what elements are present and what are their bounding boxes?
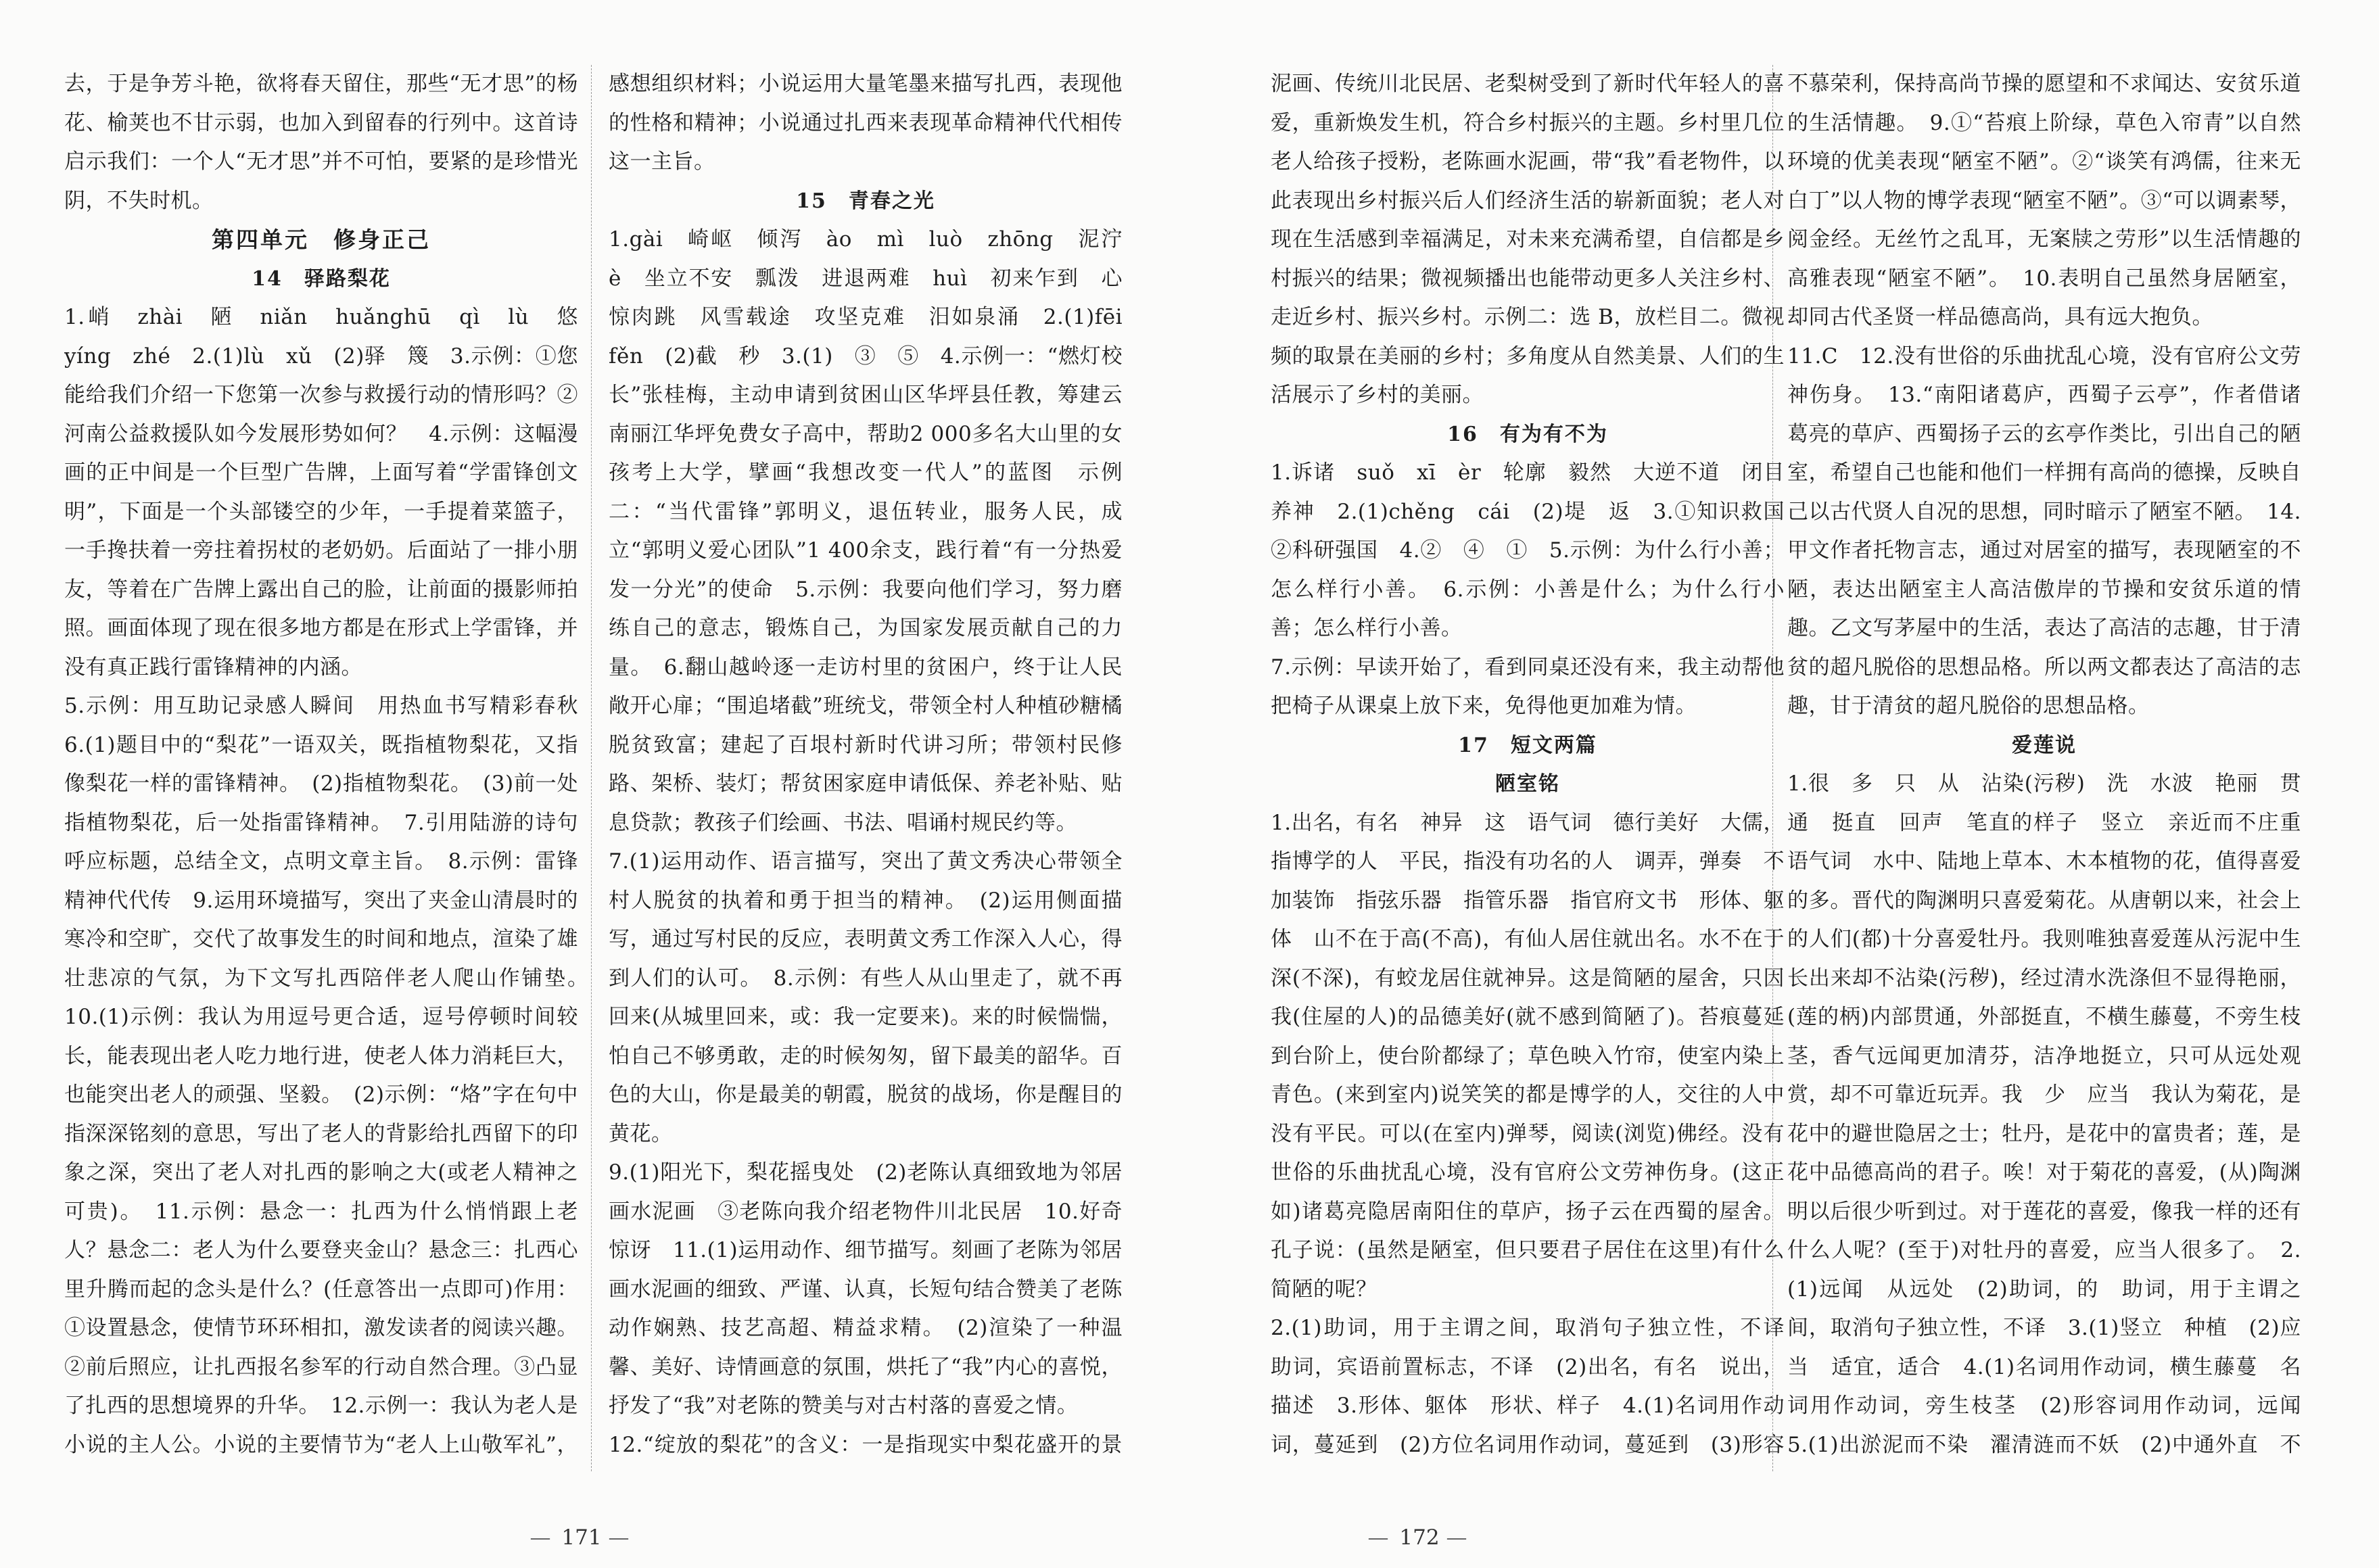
- right-page: [1190, 0, 2379, 1568]
- answer-paragraph: 感想组织材料；小说运用大量笔墨来描写扎西，表现他的性格和精神；小说通过扎西来表现革命精神代代相传这一主旨。: [609, 72, 1123, 174]
- text-subtitle: 爱莲说: [2012, 733, 2077, 757]
- answer-paragraph: 11.C 12.没有世俗的乐曲扰乱心境，没有官府公文劳神伤身。 13.“南阳诸葛庐，西蜀子云亭”，作者借诸葛亮的草庐、西蜀扬子云的玄亭作类比，引出自己的陋室，希望自己也能和他们一样拥有高尚的德操，反映自己以古代贤人自况的思想，同时暗示了陋室不陋。 14.甲文作者托物言志，通过对居室的描写，表现陋室的不陋，表达出陋室主人高洁傲岸的节操和安贫乐道的情趣。乙文写茅屋中的生活，表达了高洁的志趣，甘于清贫的超凡脱俗的思想品格。所以两文都表达了高洁的志趣，甘于清贫的超凡脱俗的思想品格。: [1787, 343, 2301, 718]
- answer-paragraph: 7.示例：早读开始了，看到同桌还没有来，我主动帮他把椅子从课桌上放下来，免得他更加难为情。: [1271, 655, 1785, 718]
- answer-paragraph: 1.很 多 只 从 沾染(污秽) 洗 水波 艳丽 贯通 挺直 回声 笔直的样子 竖立 亲近而不庄重 语气词 水中、陆地上草本、木本植物的花，值得喜爱的多。晋代的陶渊明只喜爱菊花。从唐朝以来，社会上的人们(都)十分喜爱牡丹。我则唯独喜爱莲从污泥中生长出来却不沾染(污秽)，经过清水洗涤但不显得艳丽，(莲的柄)内部贯通，外部挺直，不横生藤蔓，不旁生枝茎，香气远闻更加清芬，洁净地挺立，只可从远处观赏，却不可靠近玩弄。我 少 应当 我认为菊花，是花中的避世隐居之士；牡丹，是花中的富贵者；莲，是花中品德高尚的君子。唉！对于菊花的喜爱，(从)陶渊明以后很少听到过。对于莲花的喜爱，像我一样的还有什么人呢？(至于)对牡丹的喜爱，应当人很多了。 2.(1)远闻 从远处 (2)助词，的 助词，用于主谓之间，取消句子独立性，不译 3.(1)竖立 种植 (2)应当 适宜，适合 4.(1)名词用作动词，横生藤蔓 名词用作动词，旁生枝茎 (2)形容词用作动词，远闻 5.(1)出淤泥而不染 濯清涟而不妖 (2)中通外直 不: [1787, 771, 2301, 1457]
- lesson-title: 15 青春之光: [796, 189, 935, 213]
- answer-paragraph: 9.(1)阳光下，梨花摇曳处 (2)老陈认真细致地为邻居画水泥画 ③老陈向我介绍老物件川北民居 10.好奇 惊讶 11.(1)运用动作、细节描写。刻画了老陈为邻居画水泥画的细致、严谨、认真，长短句结合赞美了老陈动作娴熟、技艺高超、精益求精。 (2)渲染了一种温馨、美好、诗情画意的氛围，烘托了“我”内心的喜悦，抒发了“我”对老陈的赞美与对古村落的喜爱之情。: [609, 1160, 1123, 1418]
- answer-paragraph: 2.(1)助词，用于主谓之间，取消句子独立性，不译 助词，宾语前置标志，不译 (2)出名，有名 说出，描述 3.形体、躯体 形状、样子 4.(1)名词用作动词，蔓延到 (2)方位名词用作动词，蔓延到 (3)形容: [1271, 1316, 1785, 1457]
- page-number-text: 172: [1399, 1525, 1440, 1550]
- answer-paragraph: 1.峭 zhài 陋 niǎn huǎnghū qì lù 悠 yíng zhé 2.(1)lù xǔ (2)驿 篾 3.示例：①您能给我们介绍一下您第一次参与救援行动的情形吗？②河南公益救援队如今发展形势如何？ 4.示例：这幅漫画的正中间是一个巨型广告牌，上面写着“学雷锋创文明”，下面是一个头部镂空的少年，一手提着菜篮子，一手搀扶着一旁拄着拐杖的老奶奶。后面站了一排小朋友，等着在广告牌上露出自己的脸，让前面的摄影师拍照。画面体现了现在很多地方都是在形式上学雷锋，并没有真正践行雷锋精神的内涵。: [64, 305, 578, 680]
- answer-paragraph: 7.(1)运用动作、语言描写，突出了黄文秀决心带领全村人脱贫的执着和勇于担当的精神。 (2)运用侧面描写，通过写村民的反应，表明黄文秀工作深入人心，得到人们的认可。 8.示例：有些人从山里走了，就不再回来(从城里回来，或：我一定要来)。来的时候惴惴，怕自己不够勇敢，走的时候匆匆，留下最美的韶华。百色的大山，你是最美的朝霞，脱贫的战场，你是醒目的黄花。: [609, 849, 1123, 1146]
- right-page-column-1: [1271, 65, 1785, 1471]
- lesson-title: 16 有为有不为: [1447, 422, 1608, 446]
- lesson-title: 14 驿路梨花: [252, 266, 391, 291]
- right-page-column-2: [1787, 65, 2301, 1471]
- answer-paragraph: 泥画、传统川北民居、老梨树受到了新时代年轻人的喜爱，重新焕发生机，符合乡村振兴的主题。乡村里几位老人给孩子授粉，老陈画水泥画，带“我”看老物件，以此表现出乡村振兴后人们经济生活的崭新面貌；老人对现在生活感到幸福满足，对未来充满希望，自信都是乡村振兴的结果；微视频播出也能带动更多人关注乡村、走近乡村、振兴乡村。示例二：选 B，放栏目二。微视频的取景在美丽的乡村；多角度从自然美景、人们的生活展示了乡村的美丽。: [1271, 72, 1785, 407]
- answer-paragraph: 不慕荣利，保持高尚节操的愿望和不求闻达、安贫乐道的生活情趣。 9.①“苔痕上阶绿，草色入帘青”以自然环境的优美表现“陋室不陋”。②“谈笑有鸿儒，往来无白丁”以人物的博学表现“陋室不陋”。③“可以调素琴，阅金经。无丝竹之乱耳，无案牍之劳形”以生活情趣的高雅表现“陋室不陋”。 10.表明自己虽然身居陋室，却同古代圣贤一样品德高尚，具有远大抱负。: [1787, 72, 2301, 329]
- answer-paragraph: 1.出名，有名 神异 这 语气词 德行美好 大儒，指博学的人 平民，指没有功名的人 调弄，弹奏 不加装饰 指弦乐器 指管乐器 指官府文书 形体、躯体 山不在于高(不高)，有仙人居住就出名。水不在于深(不深)，有蛟龙居住就神异。这是简陋的屋舍，只因我(住屋的人)的品德美好(就不感到简陋了)。苔痕蔓延到台阶上，使台阶都绿了；草色映入竹帘，使室内染上青色。(来到室内)说笑笑的都是博学的人，交往的人中没有平民。可以(在室内)弹琴，阅读(浏览)佛经。没有世俗的乐曲扰乱心境，没有官府公文劳神伤身。(这正如)诸葛亮隐居南阳住的草庐，扬子云在西蜀的屋舍。孔子说：(虽然是陋室，但只要君子居住在这里)有什么简陋的呢？: [1271, 810, 1785, 1302]
- unit-title: 第四单元 修身正己: [212, 227, 431, 253]
- folio-dash-left: —: [1367, 1525, 1393, 1550]
- answer-paragraph: 1.诉诸 suǒ xī èr 轮廓 毅然 大逆不道 闭目养神 2.(1)chěng cái (2)堤 返 3.①知识救国 ②科研强国 4.② ④ ① 5.示例：为什么行小善；怎么样行小善。 6.示例：小善是什么；为什么行小善；怎么样行小善。: [1271, 460, 1785, 640]
- folio-dash-right: —: [1446, 1525, 1471, 1550]
- left-page-column-2: [609, 65, 1123, 1471]
- answer-paragraph: 去，于是争芳斗艳，欲将春天留住，那些“无才思”的杨花、榆荚也不甘示弱，也加入到留春的行列中。这首诗启示我们：一个人“无才思”并不可怕，要紧的是珍惜光阴，不失时机。: [64, 72, 578, 213]
- answer-paragraph: 12.“绽放的梨花”的含义：一是指现实中梨花盛开的景: [609, 1432, 1123, 1457]
- column-divider: [1772, 65, 1773, 1471]
- page-number: [1284, 1525, 1555, 1550]
- page-number-text: 171: [561, 1525, 602, 1550]
- answer-paragraph: 5.示例：用互助记录感人瞬间 用热血书写精彩春秋 6.(1)题目中的“梨花”一语双关，既指植物梨花，又指像梨花一样的雷锋精神。 (2)指植物梨花。 (3)前一处指植物梨花，后一处指雷锋精神。 7.引用陆游的诗句呼应标题，总结全文，点明文章主旨。 8.示例：雷锋精神代代传 9.运用环境描写，突出了夹金山清晨时的寒冷和空旷，交代了故事发生的时间和地点，渲染了雄壮悲凉的气氛，为下文写扎西陪伴老人爬山作铺垫。 10.(1)示例：我认为用逗号更合适，逗号停顿时间较长，能表现出老人吃力地行进，使老人体力消耗巨大，也能突出老人的顽强、坚毅。 (2)示例：“烙”字在句中指深深铭刻的意思，写出了老人的背影给扎西留下的印象之深，突出了老人对扎西的影响之大(或老人精神之可贵)。 11.示例：悬念一：扎西为什么悄悄跟上老人？悬念二：老人为什么要登夹金山？悬念三：扎西心里升腾而起的念头是什么？(任意答出一点即可)作用：①设置悬念，使情节环环相扣，激发读者的阅读兴趣。②前后照应，让扎西报名参军的行动自然合理。③凸显了扎西的思想境界的升华。 12.示例一：我认为老人是小说的主人公。小说的主要情节为“老人上山敬军礼”，: [64, 694, 578, 1457]
- folio-dash-left: —: [529, 1525, 555, 1550]
- answer-paragraph: 1.gài 崎岖 倾泻 ào mì luò zhōng 泥泞 è 坐立不安 瓢泼 进退两难 huì 初来乍到 心惊肉跳 风雪载途 攻坚克难 汨如泉涌 2.(1)fēi fěn (2)截 秒 3.(1) ③ ⑤ 4.示例一：“燃灯校长”张桂梅，主动申请到贫困山区华坪县任教，筹建云南丽江华坪免费女子高中，帮助2 000多名大山里的女孩考上大学，擘画“我想改变一代人”的蓝图 示例二：“当代雷锋”郭明义，退伍转业，服务人民，成立“郭明义爱心团队”1 400余支，践行着“有一分热爱发一分光”的使命 5.示例：我要向他们学习，努力磨练自己的意志，锻炼自己，为国家发展贡献自己的力量。 6.翻山越岭逐一走访村里的贫困户，终于让人民敞开心扉；“围追堵截”班统戈，带领全村人种植砂糖橘脱贫致富；建起了百垠村新时代讲习所；带领村民修路、架桥、装灯；帮贫困家庭申请低保、养老补贴、贴息贷款；教孩子们绘画、书法、唱诵村规民约等。: [609, 227, 1123, 835]
- left-page-column-1: [64, 65, 578, 1471]
- lesson-title: 17 短文两篇: [1458, 733, 1597, 757]
- column-divider: [591, 65, 592, 1471]
- page-number: [446, 1525, 717, 1550]
- folio-dash-right: —: [608, 1525, 634, 1550]
- text-subtitle: 陋室铭: [1495, 772, 1560, 796]
